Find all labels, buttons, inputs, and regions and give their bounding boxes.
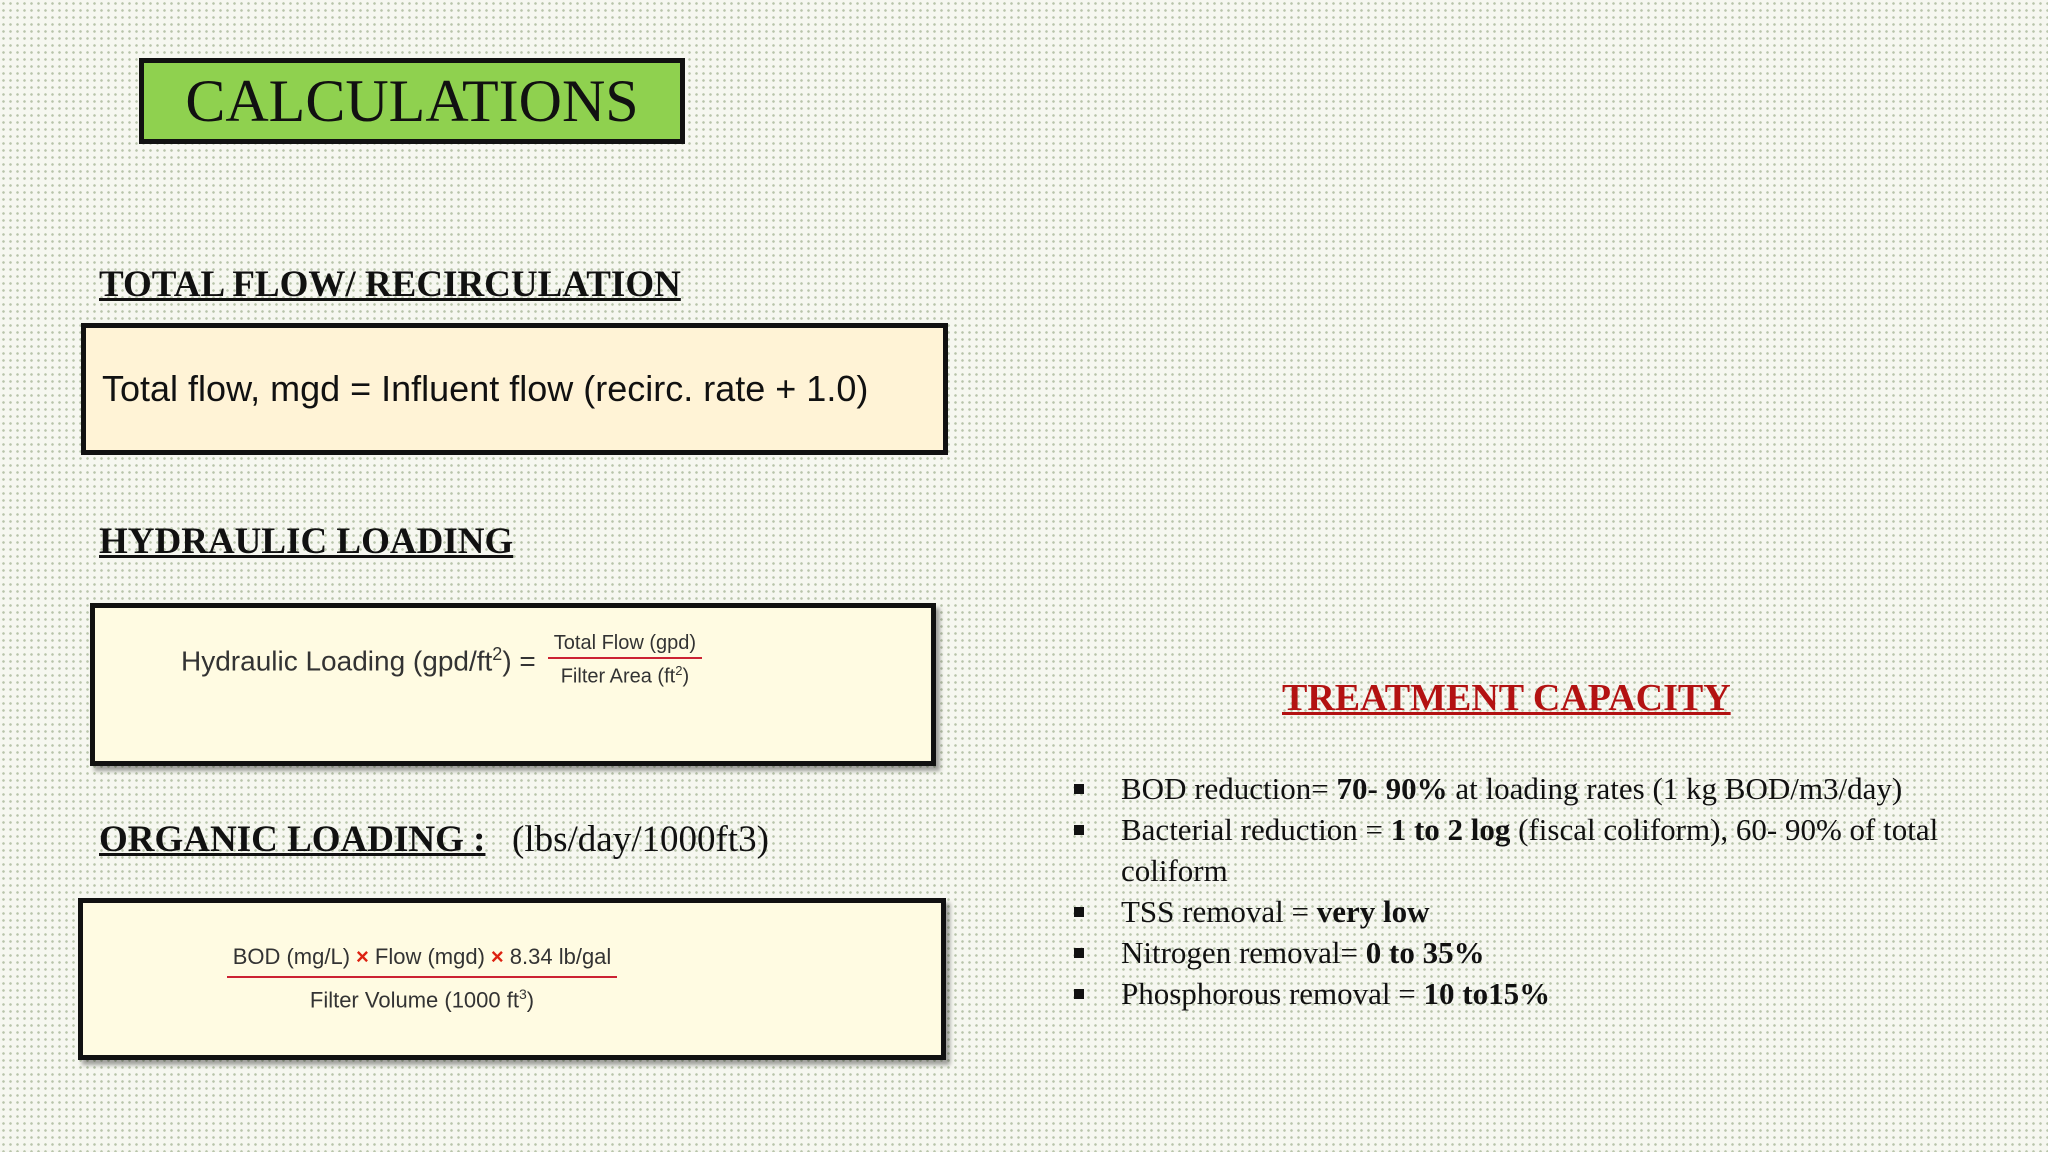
- hydraulic-formula-box: [90, 603, 936, 766]
- bullet-square-icon: [1074, 948, 1084, 958]
- organic-numerator: BOD (mg/L) × Flow (mgd) × 8.34 lb/gal: [227, 944, 618, 978]
- list-item: Bacterial reduction = 1 to 2 log (fiscal coliform), 60- 90% of total coliform: [1071, 809, 2011, 891]
- total-flow-formula-box: [81, 323, 948, 455]
- list-item: TSS removal = very low: [1071, 891, 2011, 932]
- organic-formula-box: [78, 898, 946, 1060]
- times-icon: ×: [490, 944, 504, 970]
- list-item: Nitrogen removal= 0 to 35%: [1071, 932, 2011, 973]
- bullet-square-icon: [1074, 907, 1084, 917]
- list-item: BOD reduction= 70- 90% at loading rates (1 kg BOD/m3/day): [1071, 768, 2011, 809]
- hydraulic-denominator: Filter Area $(ft^2)$: [560, 663, 690, 688]
- total-flow-formula: Total flow, mgd = Influent flow (recirc. rate + 1.0): [102, 368, 869, 409]
- hydraulic-loading-heading: HYDRAULIC LOADING: [99, 521, 514, 562]
- organic-loading-units: (lbs/day/1000ft3): [512, 819, 769, 860]
- treatment-capacity-list: [1071, 768, 2011, 1014]
- total-flow-heading: TOTAL FLOW/ RECIRCULATION: [99, 264, 681, 305]
- treatment-capacity-heading: TREATMENT CAPACITY: [1282, 677, 1731, 719]
- hydraulic-fraction: [548, 632, 702, 689]
- page-title: CALCULATIONS: [139, 58, 685, 144]
- hydraulic-formula: [181, 632, 702, 689]
- bullet-square-icon: [1074, 825, 1084, 835]
- hydraulic-lhs: Hydraulic Loading $(gpd/ft^2)$ =: [181, 643, 536, 676]
- times-icon: ×: [356, 944, 369, 970]
- list-item: Phosphorous removal = 10 to15%: [1071, 973, 2011, 1014]
- organic-fraction: [227, 944, 618, 1013]
- organic-denominator: Filter Volume (1000 $ft^3$): [309, 986, 535, 1013]
- organic-loading-heading: ORGANIC LOADING :: [99, 819, 486, 860]
- bullet-square-icon: [1074, 784, 1084, 794]
- bullet-square-icon: [1074, 989, 1084, 999]
- hydraulic-numerator: Total Flow (gpd): [548, 632, 702, 659]
